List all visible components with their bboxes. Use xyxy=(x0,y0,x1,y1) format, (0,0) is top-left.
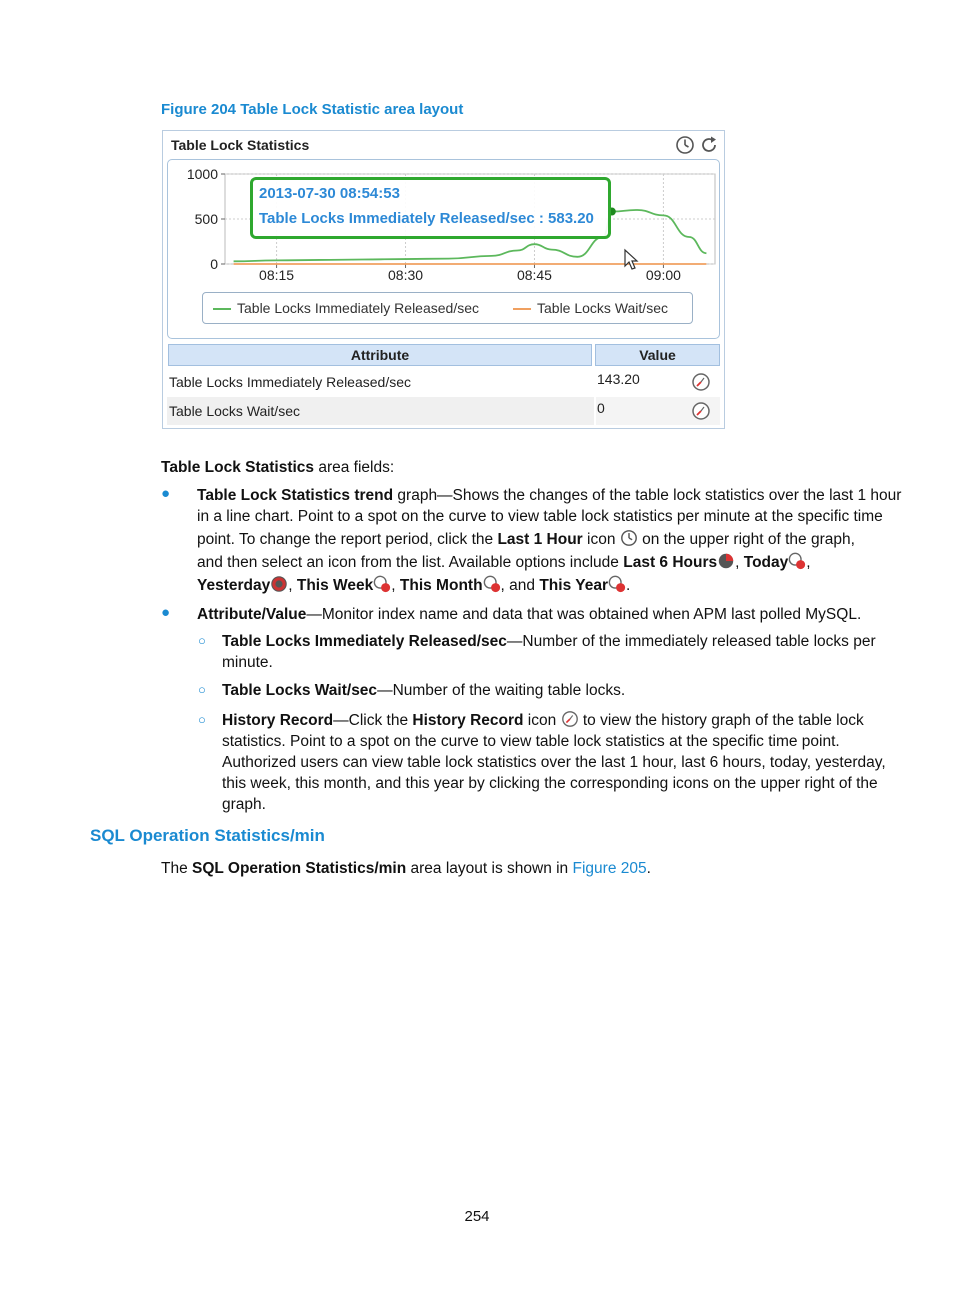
clock-icon xyxy=(620,529,638,547)
table-row xyxy=(167,368,720,396)
y-tick-label: 1000 xyxy=(186,166,218,182)
row-attribute: Table Locks Wait/sec xyxy=(169,403,300,419)
history-icon[interactable] xyxy=(691,401,711,421)
mouse-cursor-icon xyxy=(623,248,641,272)
chart-panel xyxy=(167,159,720,339)
row-attribute: Table Locks Immediately Released/sec xyxy=(169,374,412,390)
figure-caption: Figure 204 Table Lock Statistic area layout xyxy=(161,101,464,118)
yesterday-icon xyxy=(270,575,288,593)
sub-bullet: ○ xyxy=(198,682,206,697)
header-attribute: Attribute xyxy=(168,344,592,366)
sub-bullet-released: Table Locks Immediately Released/sec—Number of the immediately released table locks per minute. xyxy=(222,633,876,671)
x-tick-label: 08:45 xyxy=(516,267,552,283)
widget-title: Table Lock Statistics xyxy=(171,137,310,153)
chart-tooltip xyxy=(250,177,611,239)
six-hours-icon xyxy=(717,552,735,570)
intro-paragraph: Table Lock Statistics area fields: xyxy=(161,459,395,476)
tooltip-value: Table Locks Immediately Released/sec : 583.20 xyxy=(259,210,594,227)
table-lock-widget xyxy=(162,130,725,429)
table-row xyxy=(167,397,720,425)
bullet-trend: Table Lock Statistics trend graph—Shows the changes of the table lock statistics over the last 1 hour in a line chart. Point to a spot on the curve to view table lock statistics per minute at the specific time point. To change the report period, click the Last 1 Hour icon on the upper right of the graph, and then select an icon from the list. Available options include Last 6 Hours , Today , Yesterday , This Week , This Month , and This Year . xyxy=(197,487,902,594)
clock-icon[interactable] xyxy=(675,135,695,155)
y-tick-label: 500 xyxy=(194,211,218,227)
y-tick-label: 0 xyxy=(210,256,218,272)
row-value: 143.20 xyxy=(597,371,640,387)
legend-swatch xyxy=(213,308,231,310)
history-icon[interactable] xyxy=(691,372,711,392)
legend-label: Table Locks Wait/sec xyxy=(537,300,668,316)
header-value: Value xyxy=(595,344,720,366)
sub-bullet: ○ xyxy=(198,712,206,727)
sub-bullet-wait: Table Locks Wait/sec—Number of the waiting table locks. xyxy=(222,682,626,699)
final-paragraph: The SQL Operation Statistics/min area layout is shown in Figure 205. xyxy=(161,860,651,877)
x-tick-label: 08:30 xyxy=(388,267,424,283)
x-tick-label: 09:00 xyxy=(645,267,681,283)
section-heading: SQL Operation Statistics/min xyxy=(90,826,325,845)
chart-legend xyxy=(202,292,693,324)
legend-item-released[interactable] xyxy=(213,300,479,316)
bullet-attribute-value: Attribute/Value—Monitor index name and data that was obtained when APM last polled MySQL. xyxy=(197,606,862,623)
legend-swatch xyxy=(513,308,531,310)
this-week-icon xyxy=(373,575,391,593)
x-tick-label: 08:15 xyxy=(259,267,295,283)
bullet-dot: ● xyxy=(161,485,171,502)
refresh-icon[interactable] xyxy=(699,135,719,155)
row-value: 0 xyxy=(597,400,605,416)
today-icon xyxy=(788,552,806,570)
page-number: 254 xyxy=(464,1208,490,1225)
bullet-dot: ● xyxy=(161,604,171,621)
legend-label: Table Locks Immediately Released/sec xyxy=(237,300,480,316)
figure-205-link[interactable]: Figure 205 xyxy=(572,860,647,877)
this-month-icon xyxy=(483,575,501,593)
tooltip-time: 2013-07-30 08:54:53 xyxy=(259,185,400,202)
this-year-icon xyxy=(608,575,626,593)
sub-bullet-history: History Record—Click the History Record icon to view the history graph of the table lock statistics. Point to a spot on the curve to view table lock statistics at the specific time point. Authorized users can view table lock statistics over the last 1 hour, last 6 hours, today, yesterday, this week, this month, and this year by clicking the corresponding icons on the upper right of the graph. xyxy=(222,712,886,813)
history-icon xyxy=(561,710,579,728)
sub-bullet: ○ xyxy=(198,633,206,648)
legend-item-wait[interactable] xyxy=(513,300,668,316)
